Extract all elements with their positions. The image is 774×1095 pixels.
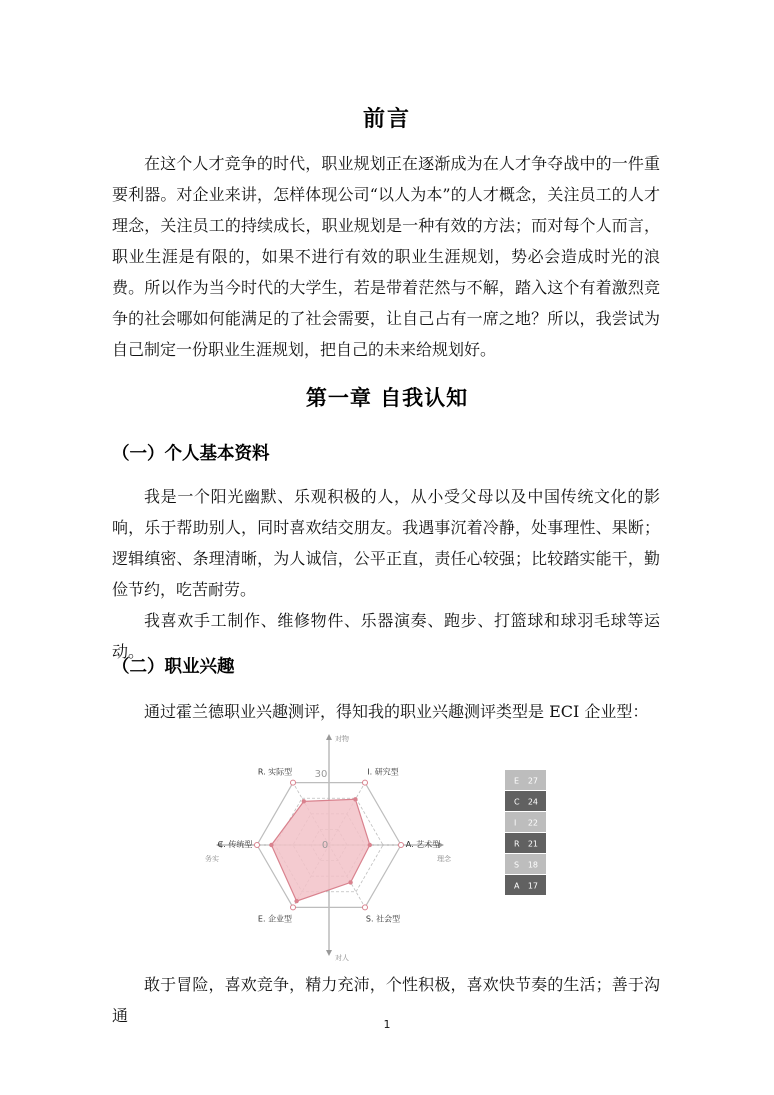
score-value: 27	[527, 776, 538, 786]
section-heading-career-interest: （二）职业兴趣	[112, 657, 235, 677]
basic-info-paragraph-2: 我喜欢手工制作、维修物件、乐器演奏、跑步、打篮球和球羽毛球等运动。	[112, 611, 660, 661]
radar-data-point	[294, 899, 298, 903]
radar-data-point	[368, 843, 372, 847]
axis-label-left: 务实	[205, 855, 219, 863]
radar-data-point	[302, 799, 306, 803]
radar-data-area	[271, 799, 369, 901]
career-interest-intro: 通过霍兰德职业兴趣测评，得知我的职业兴趣测评类型是 ECI 企业型：	[144, 702, 649, 721]
radar-vertex-label: S. 社会型	[365, 914, 401, 924]
preface-paragraph: 在这个人才竞争的时代，职业规划正在逐渐成为在人才争夺战中的一件重要利器。对企业来讲，怎样体现公司“以人为本”的人才概念，关注员工的人才理念，关注员工的持续成长，职业规划是一种有效的方法；而对每个人而言，职业生涯是有限的，如果不进行有效的职业生涯规划，势必会造成时光的浪费。所以作为当今时代的大学生，若是带着茫然与不解，踏入这个有着激烈竞争的社会哪如何能满足的了社会需要，让自己占有一席之地？所以，我尝试为自己制定一份职业生涯规划，把自己的未来给规划好。	[112, 154, 660, 359]
radar-vertex-label: I. 研究型	[367, 767, 399, 777]
radar-vertex-label: R. 实际型	[257, 767, 293, 777]
radar-vertex-label: E. 企业型	[257, 914, 293, 924]
score-value: 22	[527, 818, 538, 828]
radar-vertex-marker	[291, 905, 296, 910]
page-number: 1	[383, 1018, 391, 1031]
score-box	[505, 833, 546, 853]
section-heading-basic-info: （一）个人基本资料	[112, 444, 270, 464]
score-value: 17	[527, 881, 538, 891]
score-code: A	[514, 881, 520, 891]
score-box	[505, 812, 546, 832]
score-box	[505, 875, 546, 895]
score-value: 18	[527, 860, 538, 870]
arrow-down-icon	[326, 950, 332, 956]
holland-radar-chart	[198, 730, 578, 965]
radar-tick-min: 0	[321, 840, 329, 851]
score-box	[505, 854, 546, 874]
score-list	[505, 770, 546, 895]
score-value: 21	[527, 839, 538, 849]
radar-vertex-marker	[399, 843, 404, 848]
preface-title: 前言	[362, 107, 411, 132]
radar-vertex-marker	[291, 780, 296, 785]
radar-data-point	[269, 843, 273, 847]
score-box	[505, 791, 546, 811]
score-value: 24	[527, 797, 538, 807]
score-code: S	[514, 860, 520, 870]
radar-vertex-label: A. 艺术型	[405, 840, 441, 849]
score-code: I	[514, 818, 517, 828]
score-box	[505, 770, 546, 790]
radar-tick-max: 30	[314, 769, 328, 780]
radar-vertex-marker	[363, 780, 368, 785]
radar-vertex-marker	[255, 843, 260, 848]
radar-vertex-marker	[363, 905, 368, 910]
score-code: E	[514, 776, 520, 786]
score-code: R	[514, 839, 520, 849]
arrow-up-icon	[326, 734, 332, 740]
radar-data-point	[353, 797, 357, 801]
axis-label-top: 对物	[335, 735, 349, 743]
basic-info-paragraph-1: 我是一个阳光幽默、乐观积极的人，从小受父母以及中国传统文化的影响，乐于帮助别人，同时喜欢结交朋友。我遇事沉着冷静，处事理性、果断；逻辑缜密、条理清晰，为人诚信，公平正直，责任心较强；比较踏实能干，勤俭节约，吃苦耐劳。	[112, 487, 660, 599]
radar-data-point	[348, 880, 352, 884]
axis-label-right: 理念	[437, 855, 451, 863]
score-code: C	[514, 797, 520, 807]
radar-vertex-label: C. 传统型	[217, 840, 253, 849]
career-interest-paragraph: 敢于冒险，喜欢竞争，精力充沛，个性积极，喜欢快节奏的生活；善于沟通	[112, 975, 660, 1025]
chapter-title: 第一章 自我认知	[305, 386, 469, 410]
axis-label-bottom: 对人	[335, 954, 349, 962]
